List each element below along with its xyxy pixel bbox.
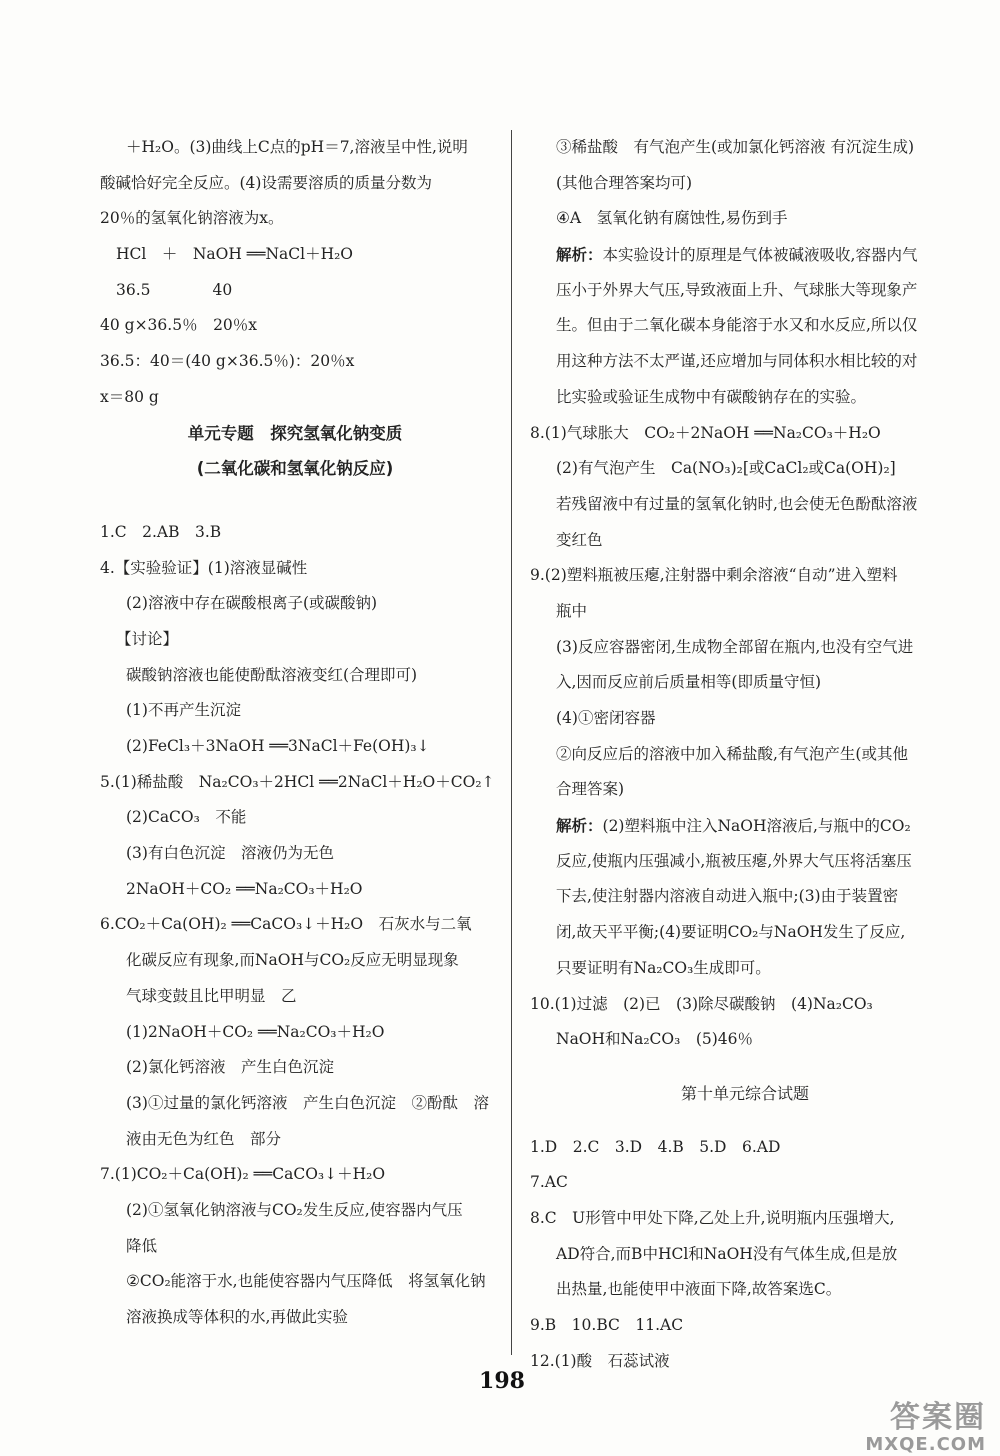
answer-line: (3)①过量的氯化钙溶液 产生白色沉淀 ②酚酞 溶 (126, 1093, 489, 1112)
spacer (530, 1058, 960, 1076)
answer-line: (1)2NaOH＋CO₂ ══Na₂CO₃＋H₂O (126, 1022, 385, 1041)
text-line: 20％的氢氧化钠溶液为x。 (100, 209, 284, 228)
analysis-line: 反应,使瓶内压强减小,瓶被压瘪,外界大气压将活塞压 (556, 851, 912, 870)
answer-line: 10.(1)过滤 (2)已 (3)除尽碳酸钠 (4)Na₂CO₃ (530, 994, 873, 1013)
analysis-text: 本实验设计的原理是气体被碱液吸收,容器内气 (602, 246, 918, 265)
section-title: 单元专题 探究氢氧化钠变质 (187, 423, 403, 443)
analysis-line (530, 237, 960, 273)
left-column (100, 130, 495, 1336)
page-number: 198 (479, 1368, 525, 1394)
section-subtitle: (二氧化碳和氢氧化钠反应) (196, 459, 394, 479)
answer-line: 7.(1)CO₂＋Ca(OH)₂ ══CaCO₃↓＋H₂O (100, 1165, 386, 1184)
right-column (530, 130, 960, 1379)
answer-line: 入,因而反应前后质量相等(即质量守恒) (556, 673, 822, 692)
equation-line: 40 g×36.5％ 20％x (100, 316, 258, 335)
answer-line: 降低 (126, 1236, 158, 1255)
answer-line: 【讨论】 (116, 629, 179, 648)
analysis-line: 下去,使注射器内溶液自动进入瓶中;(3)由于装置密 (556, 887, 899, 906)
analysis-label: 解析： (556, 245, 603, 265)
answer-line: ③稀盐酸 有气泡产生(或加氯化钙溶液 有沉淀生成) (556, 138, 915, 156)
spacer (100, 487, 490, 515)
answer-line: (其他合理答案均可) (556, 173, 693, 192)
answer-line: (2)FeCl₃＋3NaOH ══3NaCl＋Fe(OH)₃↓ (126, 737, 430, 755)
watermark-url: MXQE.COM (865, 1434, 986, 1455)
answer-line: 12.(1)酸 石蕊试液 (530, 1351, 670, 1370)
answer-line: 5.(1)稀盐酸 Na₂CO₃＋2HCl ══2NaCl＋H₂O＋CO₂↑ (100, 772, 495, 791)
answer-line: 溶液换成等体积的水,再做此实验 (126, 1308, 348, 1326)
column-divider (511, 130, 512, 1355)
spacer (530, 1112, 960, 1130)
answer-line: 9.(2)塑料瓶被压瘪,注射器中剩余溶液“自动”进入塑料 (530, 566, 898, 585)
analysis-line: 闭,故天平平衡;(4)要证明CO₂与NaOH发生了反应, (556, 923, 906, 942)
equation-line: 36.5：40＝(40 g×36.5％)：20％x (100, 352, 355, 371)
answer-line: ②向反应后的溶液中加入稀盐酸,有气泡产生(或其他 (556, 744, 908, 763)
answer-line: 8.(1)气球胀大 CO₂＋2NaOH ══Na₂CO₃＋H₂O (530, 423, 881, 442)
answer-line: (3)有白色沉淀 溶液仍为无色 (126, 844, 334, 863)
answer-line: (4)①密闭容器 (556, 709, 656, 727)
analysis-line: 只要证明有Na₂CO₃生成即可。 (556, 958, 771, 977)
section-title: 第十单元综合试题 (680, 1083, 809, 1103)
answer-line: (2)有气泡产生 Ca(NO₃)₂[或CaCl₂或Ca(OH)₂] (556, 459, 896, 478)
answer-line: ④A 氢氧化钠有腐蚀性,易伤到手 (556, 209, 788, 228)
answer-line: 变红色 (556, 530, 603, 549)
answer-line: 1.C 2.AB 3.B (100, 522, 222, 541)
watermark-text: 答案圈 (890, 1400, 986, 1435)
analysis-text: (2)塑料瓶中注入NaOH溶液后,与瓶中的CO₂ (602, 817, 911, 836)
watermark-logo (865, 1392, 986, 1455)
equation-line: HCl ＋ NaOH ══NaCl＋H₂O (116, 245, 354, 264)
analysis-line (530, 808, 960, 844)
answer-line: 碳酸钠溶液也能使酚酞溶液变红(合理即可) (126, 665, 418, 684)
answer-line: (2)溶液中存在碳酸根离子(或碳酸钠) (126, 594, 378, 613)
answer-line: 气球变鼓且比甲明显 乙 (126, 986, 297, 1005)
text-line: 酸碱恰好完全反应。(4)设需要溶质的质量分数为 (100, 173, 432, 192)
answer-line: 9.B 10.BC 11.AC (530, 1316, 684, 1334)
equation-line: x＝80 g (100, 387, 159, 406)
answer-line: 4.【实验验证】(1)溶液显碱性 (100, 558, 308, 577)
answer-line: 7.AC (530, 1173, 568, 1192)
answer-line: (2)①氢氧化钠溶液与CO₂发生反应,使容器内气压 (126, 1200, 463, 1219)
answer-line: (2)氯化钙溶液 产生白色沉淀 (126, 1058, 334, 1077)
answer-line: 瓶中 (556, 601, 588, 620)
answer-line: 化碳反应有现象,而NaOH与CO₂反应无明显现象 (126, 951, 459, 970)
answer-line: 1.D 2.C 3.D 4.B 5.D 6.AD (530, 1137, 781, 1156)
answer-line: 若残留液中有过量的氢氧化钠时,也会使无色酚酞溶液 (556, 494, 918, 513)
answer-line: 合理答案) (556, 780, 625, 799)
analysis-line: 用这种方法不太严谨,还应增加与同体积水相比较的对 (556, 352, 918, 371)
answer-line: 2NaOH＋CO₂ ══Na₂CO₃＋H₂O (126, 879, 363, 898)
analysis-label: 解析： (556, 816, 603, 836)
analysis-line: 比实验或验证生成物中有碳酸钠存在的实验。 (556, 387, 867, 406)
answer-line: AD符合,而B中HCl和NaOH没有气体生成,但是放 (556, 1244, 898, 1263)
answer-line: (3)反应容器密闭,生成物全部留在瓶内,也没有空气进 (556, 637, 914, 656)
answer-line: (1)不再产生沉淀 (126, 701, 241, 720)
answer-line: 6.CO₂＋Ca(OH)₂ ══CaCO₃↓＋H₂O 石灰水与二氧 (100, 915, 472, 934)
answer-line: 液由无色为红色 部分 (126, 1129, 282, 1148)
answer-line: NaOH和Na₂CO₃ (5)46％ (556, 1030, 754, 1049)
analysis-line: 生。但由于二氧化碳本身能溶于水又和水反应,所以仅 (556, 316, 918, 335)
answer-line: ②CO₂能溶于水,也能使容器内气压降低 将氢氧化钠 (126, 1272, 486, 1291)
analysis-line: 压小于外界大气压,导致液面上升、气球胀大等现象产 (556, 280, 918, 299)
answer-line: 8.C U形管中甲处下降,乙处上升,说明瓶内压强增大, (530, 1208, 895, 1227)
text-line: ＋H₂O。(3)曲线上C点的pH＝7,溶液呈中性,说明 (126, 138, 468, 156)
answer-line: 出热量,也能使甲中液面下降,故答案选C。 (556, 1280, 842, 1299)
equation-line: 36.5 40 (116, 280, 233, 299)
answer-line: (2)CaCO₃ 不能 (126, 808, 247, 827)
